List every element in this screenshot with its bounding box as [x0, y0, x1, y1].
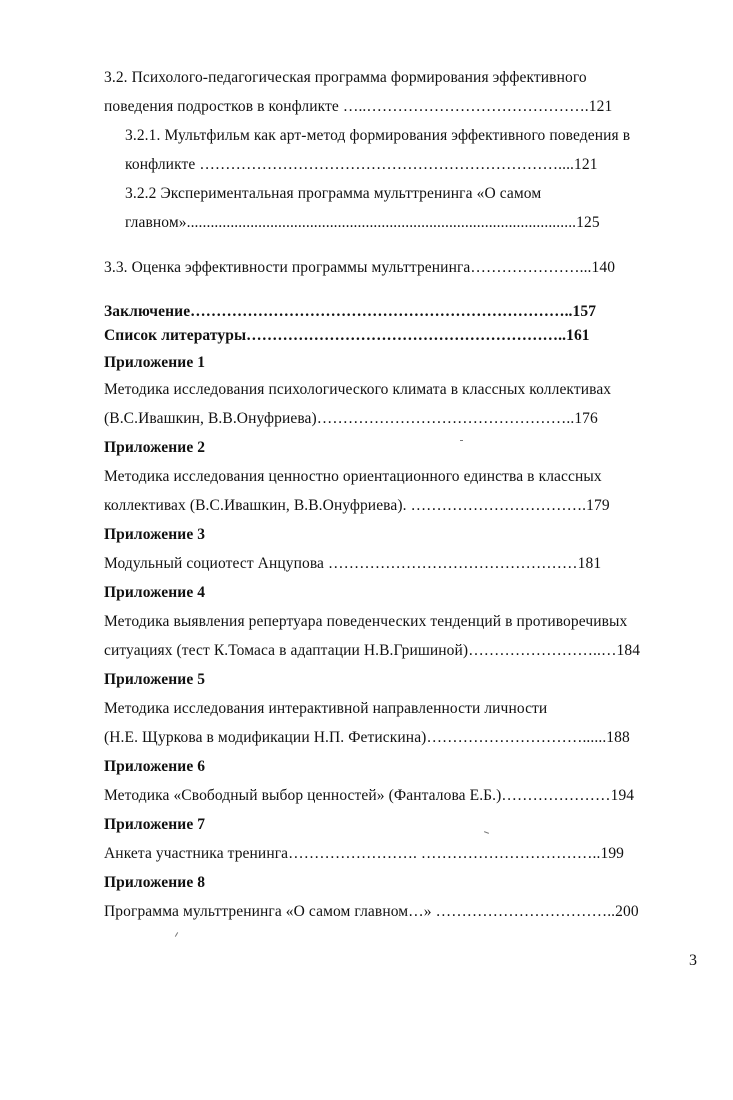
appendix-1-line-2: (В.С.Ивашкин, В.В.Онуфриева)…………………………………………..176	[104, 410, 598, 427]
toc-3-3: 3.3. Оценка эффективности программы мульттренинга…………………...140	[104, 259, 616, 276]
appendix-8-line-1: Программа мульттренинга «О самом главном…» ……………………………..200	[104, 903, 639, 920]
appendix-2-line-1: Методика исследования ценностно ориентационного единства в классных	[104, 468, 602, 485]
appendix-6-line-1: Методика «Свободный выбор ценностей» (Фанталова Е.Б.)…………………194	[104, 787, 635, 804]
appendix-5-line-2: (Н.Е. Щуркова в модификации Н.П. Фетискина)…………………………......188	[104, 729, 630, 746]
appendix-2-line-2: коллективах (В.С.Ивашкин, В.В.Онуфриева). …………………………….179	[104, 497, 610, 514]
appendix-3-title: Приложение 3	[104, 526, 206, 543]
page-number: 3	[689, 952, 697, 969]
appendix-4-line-1: Методика выявления репертуара поведенческих тенденций в противоречивых	[104, 613, 628, 630]
toc-references: Список литературы……………………………………………………..161	[104, 327, 590, 344]
appendix-7-line-1: Анкета участника тренинга……………………. ……………………………..199	[104, 845, 625, 862]
appendix-4-title: Приложение 4	[104, 584, 206, 601]
appendix-2-title: Приложение 2	[104, 439, 206, 456]
appendix-3-line-1: Модульный социотест Анцупова …………………………………………181	[104, 555, 602, 572]
appendix-5-line-1: Методика исследования интерактивной направленности личности	[104, 700, 548, 717]
appendix-4-line-2: ситуациях (тест К.Томаса в адаптации Н.В.Гришиной)……………………..…184	[104, 642, 641, 659]
scan-speck	[460, 440, 463, 441]
appendix-1-title: Приложение 1	[104, 354, 206, 371]
toc-3-2-1-line-1: 3.2.1. Мультфильм как арт-метод формирования эффективного поведения в	[125, 127, 631, 144]
appendix-1-line-1: Методика исследования психологического климата в классных коллективах	[104, 381, 612, 398]
toc-3-2-2-line-1: 3.2.2 Экспериментальная программа мульттренинга «О самом	[125, 185, 542, 202]
toc-3-2-line-2: поведения подростков в конфликте …..…………………………………….121	[104, 98, 613, 115]
scan-speck	[175, 932, 178, 937]
appendix-5-title: Приложение 5	[104, 671, 206, 688]
appendix-8-title: Приложение 8	[104, 874, 206, 891]
scan-speck	[484, 831, 489, 834]
toc-3-2-1-line-2: конфликте ……………………………………………………………....121	[125, 156, 598, 173]
toc-3-2-line-1: 3.2. Психолого-педагогическая программа формирования эффективного	[104, 69, 587, 86]
appendix-6-title: Приложение 6	[104, 758, 206, 775]
appendix-7-title: Приложение 7	[104, 816, 206, 833]
toc-conclusion: Заключение………………………………………………………………..157	[104, 303, 597, 320]
toc-3-2-2-line-2: главном»..................................................................................................125	[125, 214, 600, 231]
